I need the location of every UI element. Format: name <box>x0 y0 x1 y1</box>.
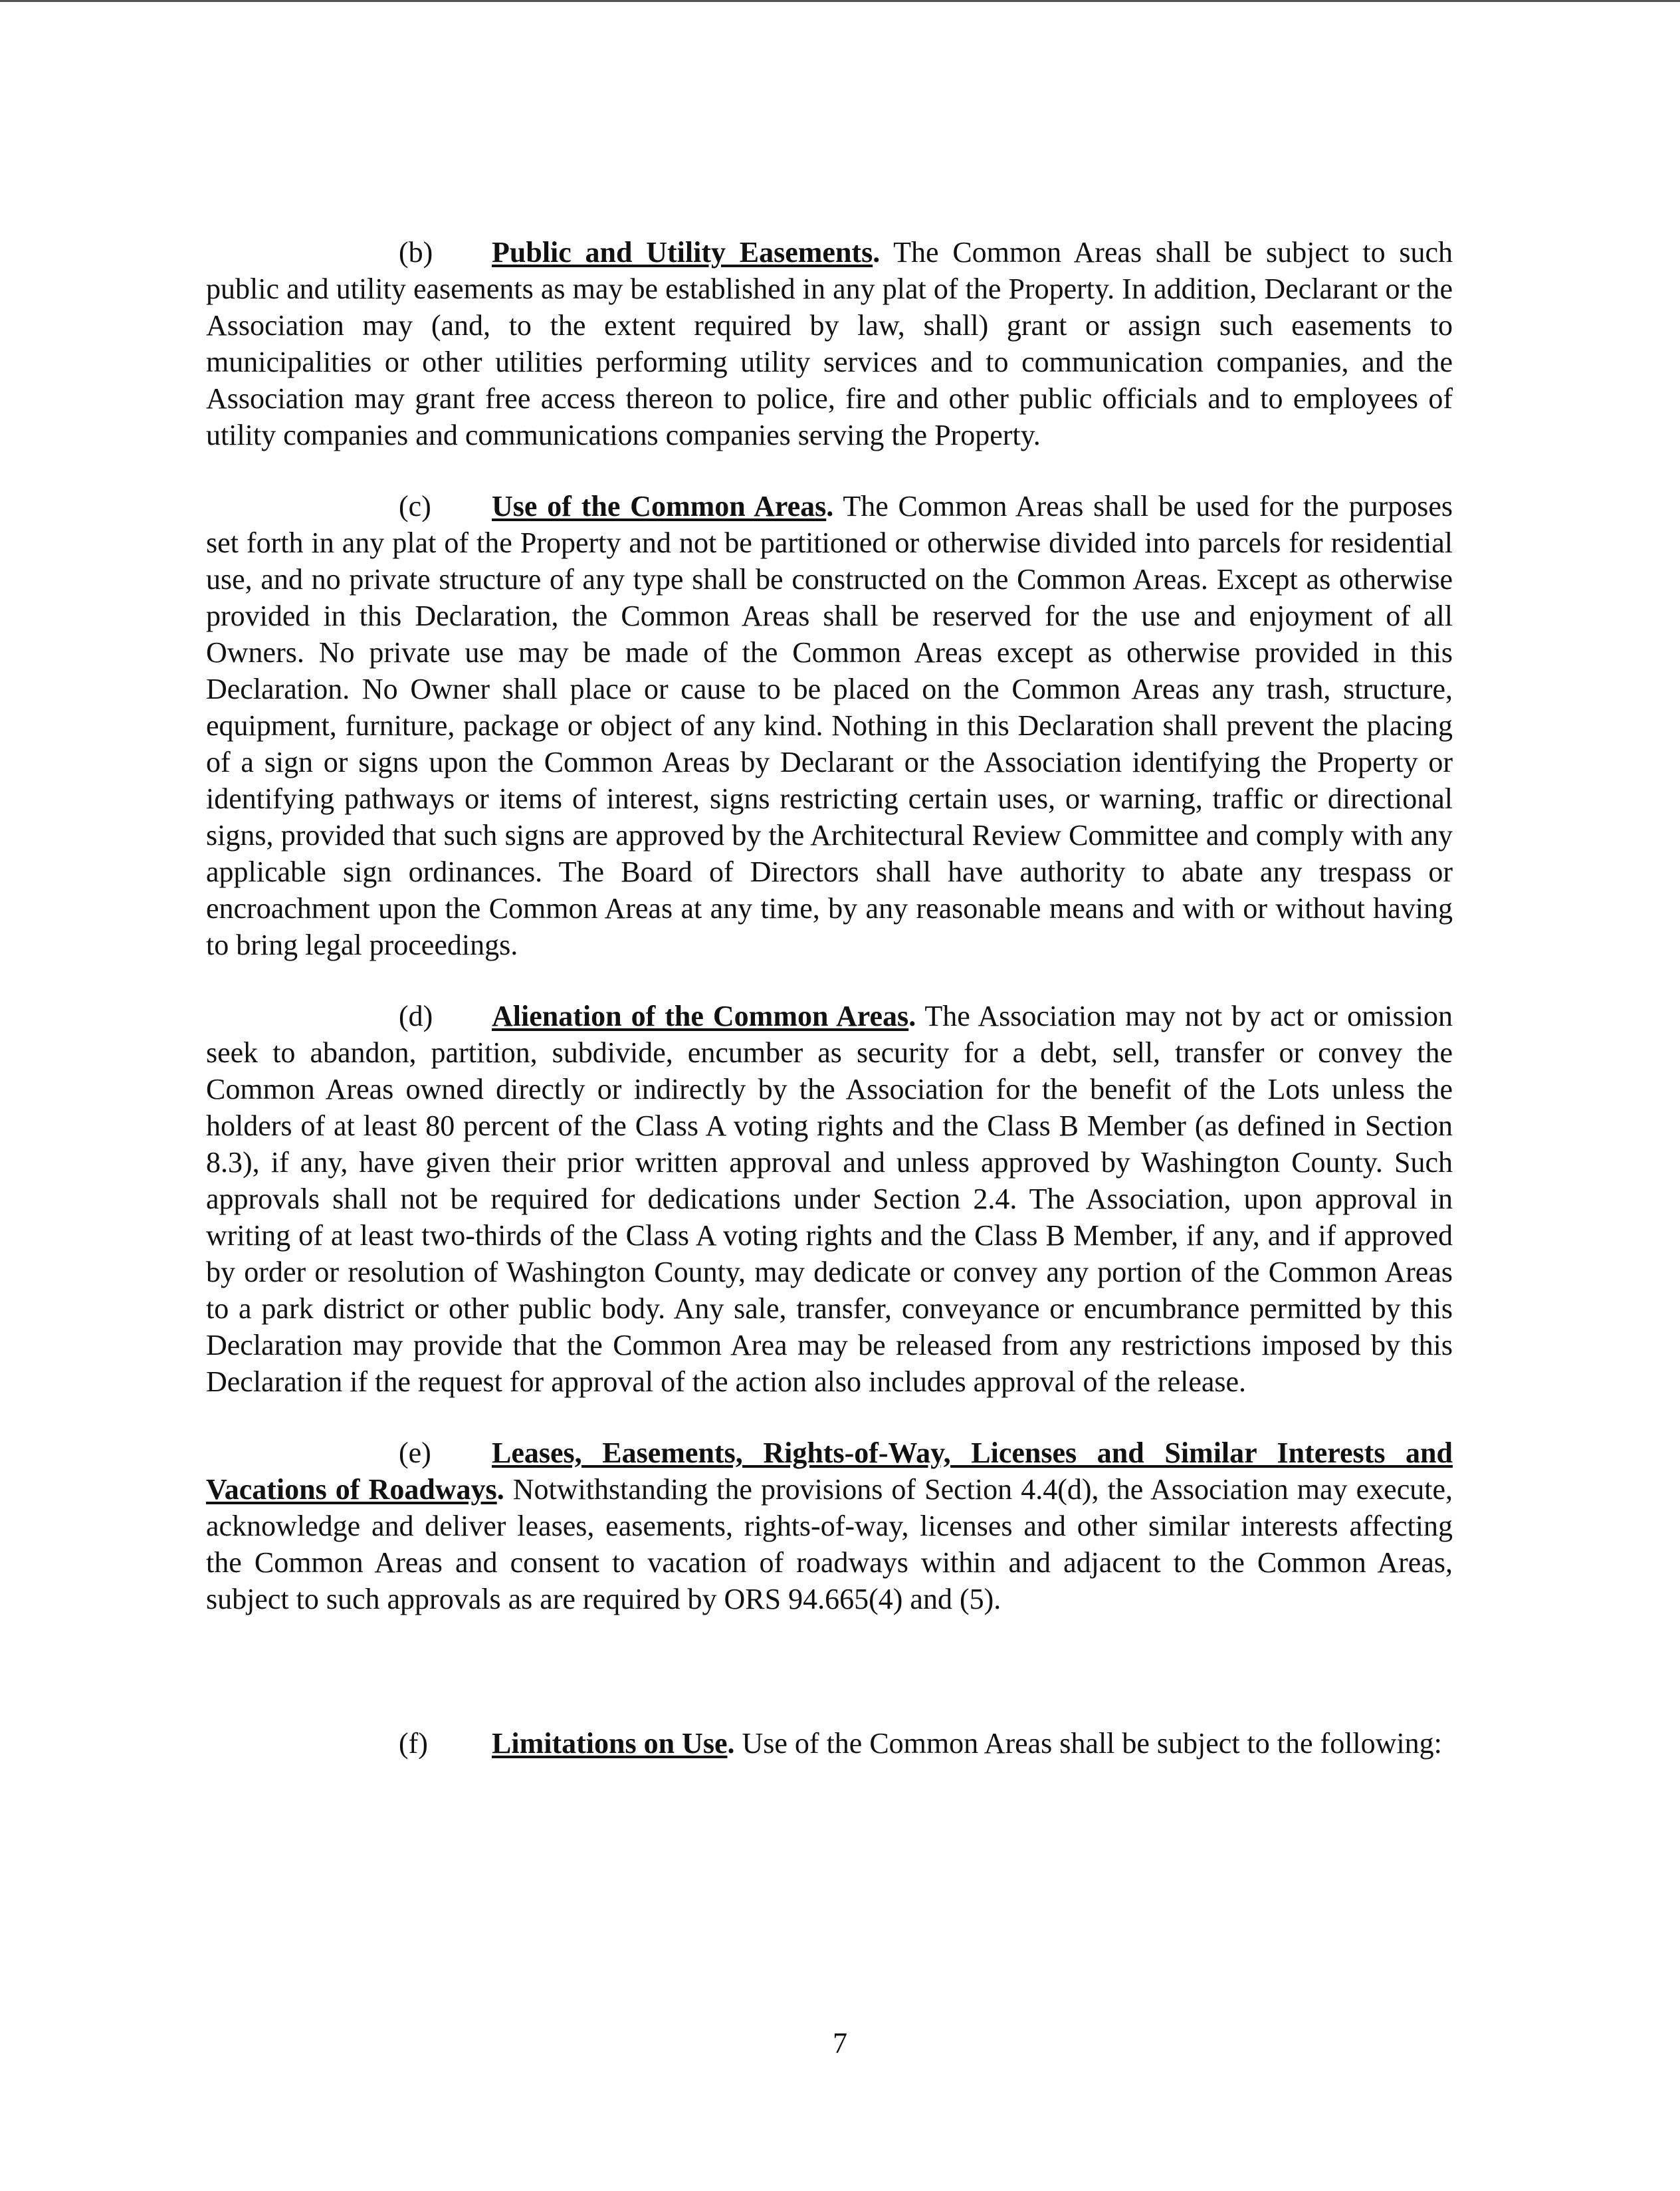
section-d-number: (d) <box>399 1000 433 1032</box>
section-b-text: The Common Areas shall be subject to such public and utility easements as may be established in any plat of the Property. In addition, Declarant or the Association may (and, to the extent required by law, shall) grant or assign such easements to municipalities or other utilities performing utility services and to communication companies, and the Association may grant free access thereon to police, fire and other public officials and to employees of utility companies and communications companies serving the Property. <box>206 236 1453 451</box>
section-d-text: The Association may not by act or omission seek to abandon, partition, subdivide, encumber as security for a debt, sell, transfer or convey the Common Areas owned directly or indirectly by the Association for the benefit of the Lots unless the holders of at least 80 percent of the Class A voting rights and the Class B Member (as defined in Section 8.3), if any, have given their prior written approval and unless approved by Washington County. Such approvals shall not be required for dedications under Section 2.4. The Association, upon approval in writing of at least two-thirds of the Class A voting rights and the Class B Member, if any, and if approved by order or resolution of Washington County, may dedicate or convey any portion of the Common Areas to a park district or other public body. Any sale, transfer, conveyance or encumbrance permitted by this Declaration may provide that the Common Area may be released from any restrictions imposed by this Declaration if the request for approval of the action also includes approval of the release. <box>206 1000 1453 1398</box>
section-e-paragraph: (e) Leases, Easements, Rights-of-Way, Licenses and Similar Interests and Vacations of Roadways. Notwithstanding the provisions of Section 4.4(d), the Association may execute, acknowledge and deliver leases, easements, rights-of-way, licenses and other similar interests affecting the Common Areas and consent to vacation of roadways within and adjacent to the Common Areas, subject to such approvals as are required by ORS 94.665(4) and (5). <box>206 1435 1453 1617</box>
section-c-number: (c) <box>399 490 431 522</box>
section-f-number: (f) <box>399 1727 428 1760</box>
page-number: 7 <box>833 2027 847 2059</box>
section-b-number: (b) <box>399 236 433 269</box>
section-f-text: Use of the Common Areas shall be subject to the following: <box>734 1727 1442 1760</box>
section-d-heading: Alienation of the Common Areas <box>492 1000 909 1032</box>
section-f-heading: Limitations on Use <box>492 1727 728 1760</box>
section-e-text: Notwithstanding the provisions of Section 4.4(d), the Association may execute, acknowledge and deliver leases, easements, rights-of-way, licenses and other similar interests affecting the Common Areas and consent to vacation of roadways within and adjacent to the Common Areas, subject to such approvals as are required by ORS 94.665(4) and (5). <box>206 1473 1453 1615</box>
section-e-heading: Leases, Easements, Rights-of-Way, Licenses and Similar Interests and Vacations of Roadways <box>206 1437 1453 1506</box>
section-c-paragraph: (c) Use of the Common Areas. The Common Areas shall be used for the purposes set forth in any plat of the Property and not be partitioned or otherwise divided into parcels for residential use, and no private structure of any type shall be constructed on the Common Areas. Except as otherwise provided in this Declaration, the Common Areas shall be reserved for the use and enjoyment of all Owners. No private use may be made of the Common Areas except as otherwise provided in this Declaration. No Owner shall place or cause to be placed on the Common Areas any trash, structure, equipment, furniture, package or object of any kind. Nothing in this Declaration shall prevent the placing of a sign or signs upon the Common Areas by Declarant or the Association identifying the Property or identifying pathways or items of interest, signs restricting certain uses, or warning, traffic or directional signs, provided that such signs are approved by the Architectural Review Committee and comply with any applicable sign ordinances. The Board of Directors shall have authority to abate any trespass or encroachment upon the Common Areas at any time, by any reasonable means and with or without having to bring legal proceedings. <box>206 488 1453 963</box>
document-page <box>206 234 1453 1762</box>
section-f-paragraph: (f) Limitations on Use. Use of the Common Areas shall be subject to the following: <box>206 1725 1453 1762</box>
scan-top-edge <box>0 0 1680 2</box>
section-c-text: The Common Areas shall be used for the purposes set forth in any plat of the Property and not be partitioned or otherwise divided into parcels for residential use, and no private structure of any type shall be constructed on the Common Areas. Except as otherwise provided in this Declaration, the Common Areas shall be reserved for the use and enjoyment of all Owners. No private use may be made of the Common Areas except as otherwise provided in this Declaration. No Owner shall place or cause to be placed on the Common Areas any trash, structure, equipment, furniture, package or object of any kind. Nothing in this Declaration shall prevent the placing of a sign or signs upon the Common Areas by Declarant or the Association identifying the Property or identifying pathways or items of interest, signs restricting certain uses, or warning, traffic or directional signs, provided that such signs are approved by the Architectural Review Committee and comply with any applicable sign ordinances. The Board of Directors shall have authority to abate any trespass or encroachment upon the Common Areas at any time, by any reasonable means and with or without having to bring legal proceedings. <box>206 490 1453 961</box>
section-c-heading: Use of the Common Areas <box>492 490 827 522</box>
section-b-paragraph: (b) Public and Utility Easements. The Common Areas shall be subject to such public and utility easements as may be established in any plat of the Property. In addition, Declarant or the Association may (and, to the extent required by law, shall) grant or assign such easements to municipalities or other utilities performing utility services and to communication companies, and the Association may grant free access thereon to police, fire and other public officials and to employees of utility companies and communications companies serving the Property. <box>206 234 1453 453</box>
section-b-heading: Public and Utility Easements <box>492 236 873 269</box>
section-d-paragraph: (d) Alienation of the Common Areas. The Association may not by act or omission seek to abandon, partition, subdivide, encumber as security for a debt, sell, transfer or convey the Common Areas owned directly or indirectly by the Association for the benefit of the Lots unless the holders of at least 80 percent of the Class A voting rights and the Class B Member (as defined in Section 8.3), if any, have given their prior written approval and unless approved by Washington County. Such approvals shall not be required for dedications under Section 2.4. The Association, upon approval in writing of at least two-thirds of the Class A voting rights and the Class B Member, if any, and if approved by order or resolution of Washington County, may dedicate or convey any portion of the Common Areas to a park district or other public body. Any sale, transfer, conveyance or encumbrance permitted by this Declaration may provide that the Common Area may be released from any restrictions imposed by this Declaration if the request for approval of the action also includes approval of the release. <box>206 998 1453 1400</box>
section-e-number: (e) <box>399 1437 431 1469</box>
